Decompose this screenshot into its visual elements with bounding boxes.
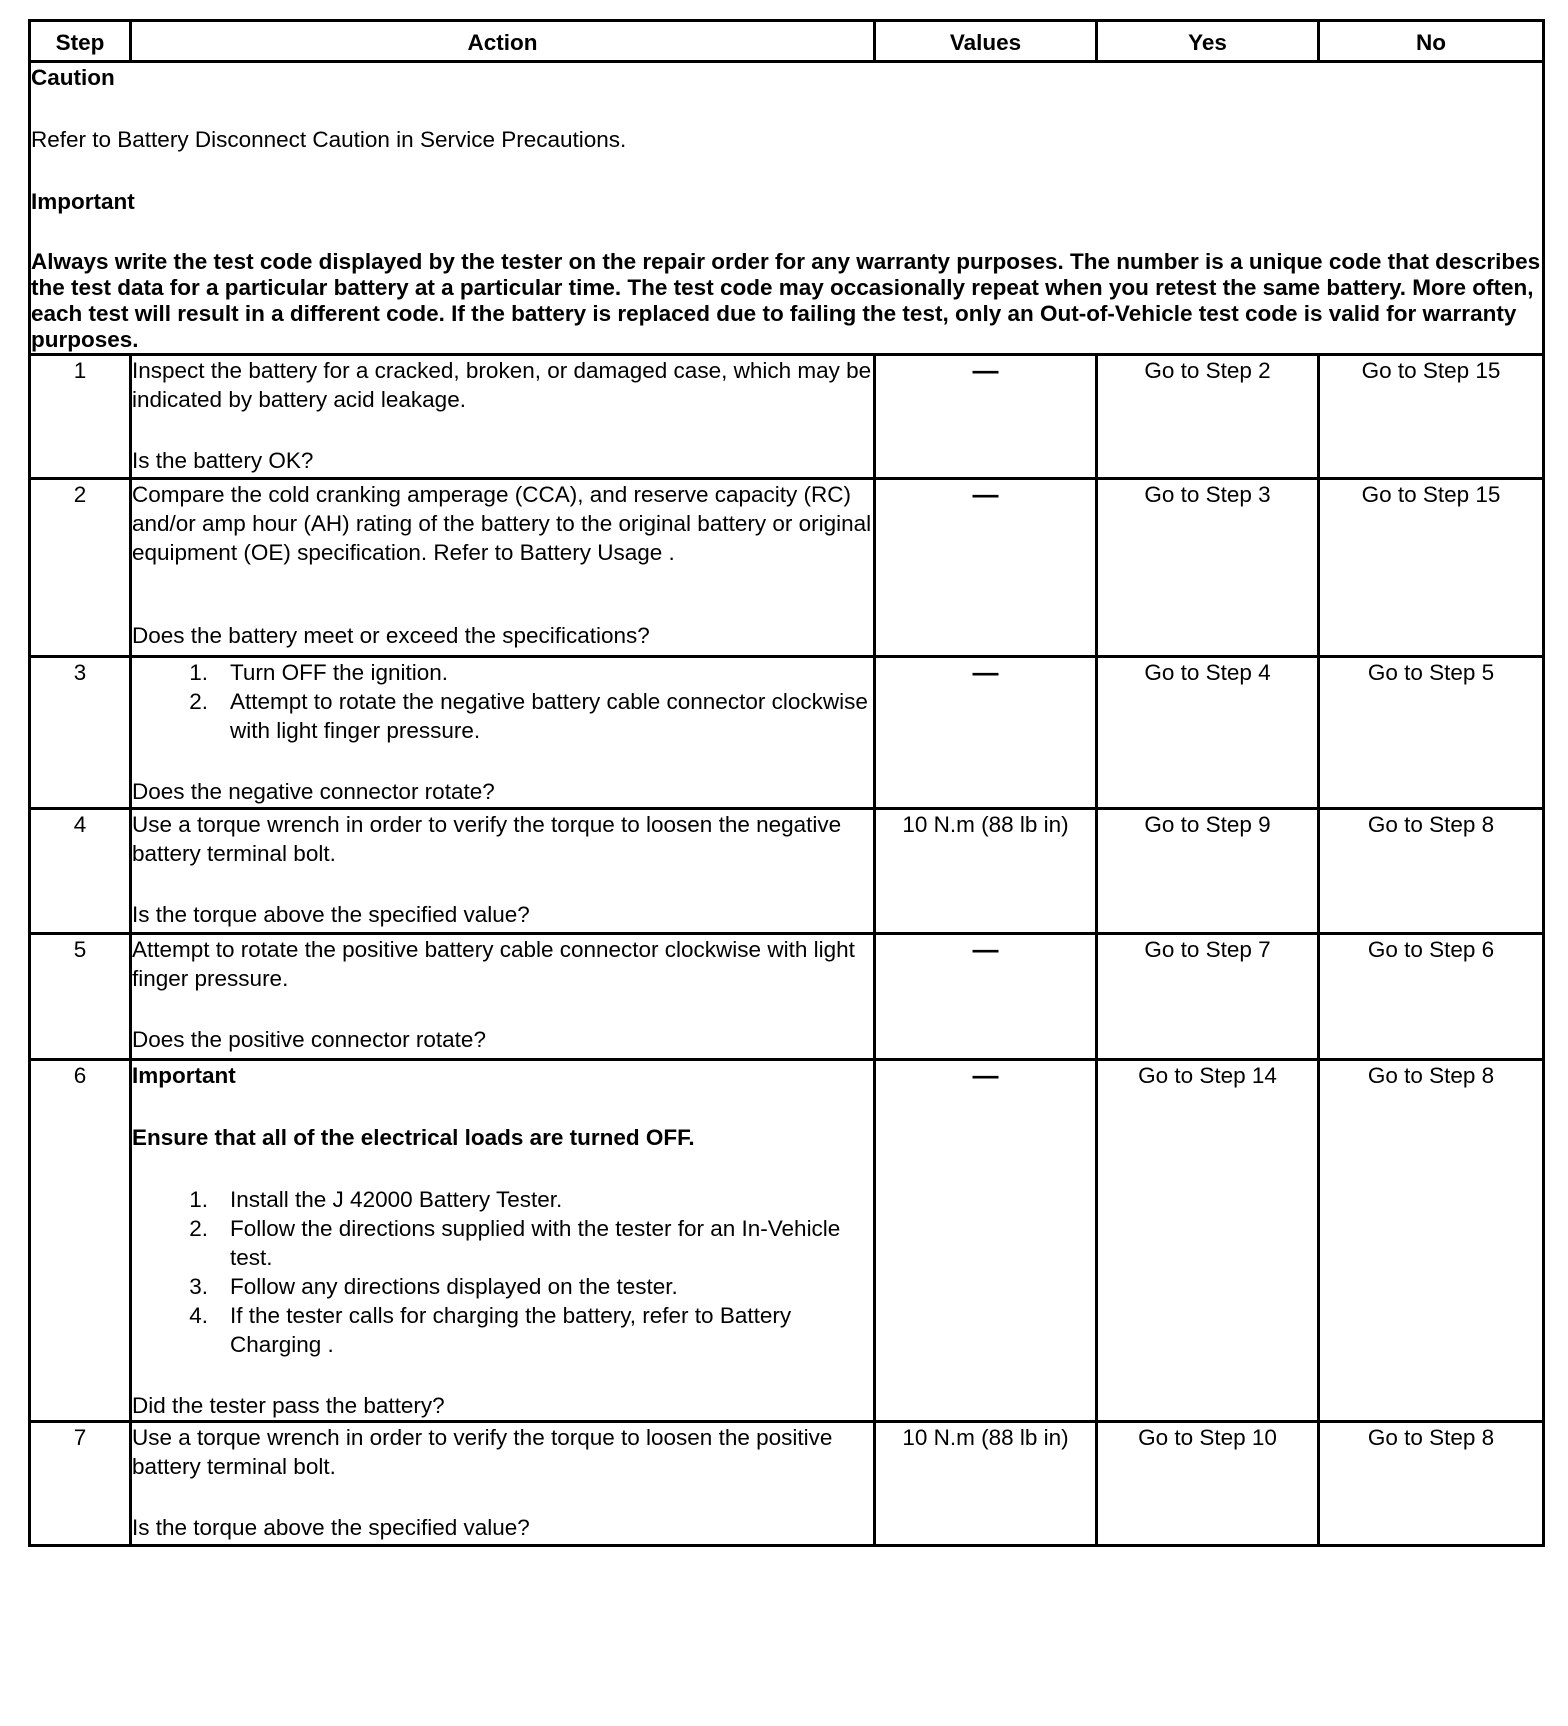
caution-label: Caution (31, 65, 115, 90)
list-item-text: Turn OFF the ignition. (230, 660, 449, 685)
yes-link[interactable]: Go to Step 10 (1097, 1422, 1319, 1546)
value-dash: — (972, 657, 999, 687)
step-number: 3 (30, 657, 131, 809)
diagnostic-table-container (28, 19, 1542, 1547)
notice-row (30, 62, 1544, 355)
no-link[interactable]: Go to Step 6 (1319, 934, 1544, 1060)
table-row (30, 809, 1544, 934)
list-item-text: If the tester calls for charging the battery, refer to Battery Charging . (230, 1303, 792, 1357)
action-cell (131, 479, 875, 657)
list-item (132, 1272, 873, 1301)
important-text: Always write the test code displayed by the tester on the repair order for any warranty purposes. The number is a unique code that describes the test data for a particular battery at a particular time. The test code may occasionally repeat when you retest the same battery. More often, each test will result in a different code. If the battery is replaced due to failing the test, only an Out-of-Vehicle test code is valid for warranty purposes. (31, 249, 1541, 352)
header-values: Values (875, 21, 1097, 62)
step-question: Is the battery OK? (132, 448, 314, 473)
action-cell (131, 934, 875, 1060)
list-item (132, 1214, 873, 1272)
value-spec: 10 N.m (88 lb in) (902, 812, 1069, 837)
action-list (132, 1185, 873, 1359)
list-item-number: 2. (189, 689, 208, 714)
list-item-text: Follow any directions displayed on the tester. (230, 1274, 678, 1299)
header-row (30, 21, 1544, 62)
value-spec: 10 N.m (88 lb in) (902, 1425, 1069, 1450)
list-item (132, 1185, 873, 1214)
action-text: Attempt to rotate the positive battery cable connector clockwise with light finger pressure. (132, 937, 855, 991)
header-yes: Yes (1097, 21, 1319, 62)
action-cell (131, 1060, 875, 1422)
caution-text: Refer to Battery Disconnect Caution in Service Precautions. (31, 127, 627, 152)
action-cell (131, 657, 875, 809)
list-item-number: 3. (189, 1274, 208, 1299)
action-text: Use a torque wrench in order to verify the torque to loosen the positive battery terminal bolt. (132, 1425, 833, 1479)
list-item-number: 1. (189, 1187, 208, 1212)
yes-link[interactable]: Go to Step 9 (1097, 809, 1319, 934)
yes-link[interactable]: Go to Step 4 (1097, 657, 1319, 809)
table-row (30, 1422, 1544, 1546)
step-question: Is the torque above the specified value? (132, 1515, 530, 1540)
header-step: Step (30, 21, 131, 62)
list-item-text: Attempt to rotate the negative battery cable connector clockwise with light finger pressure. (230, 689, 868, 743)
list-item (132, 1301, 873, 1359)
value-dash: — (972, 479, 999, 509)
header-action: Action (131, 21, 875, 62)
important-text: Ensure that all of the electrical loads are turned OFF. (132, 1125, 695, 1150)
value-dash: — (972, 355, 999, 385)
values-cell (875, 355, 1097, 479)
list-item-number: 1. (189, 660, 208, 685)
step-number: 1 (30, 355, 131, 479)
action-cell (131, 355, 875, 479)
values-cell (875, 1422, 1097, 1546)
step-number: 5 (30, 934, 131, 1060)
values-cell (875, 657, 1097, 809)
list-item-text: Follow the directions supplied with the tester for an In-Vehicle test. (230, 1216, 841, 1270)
values-cell (875, 479, 1097, 657)
step-question: Does the positive connector rotate? (132, 1027, 486, 1052)
header-no: No (1319, 21, 1544, 62)
step-number: 2 (30, 479, 131, 657)
value-dash: — (972, 934, 999, 964)
table-row (30, 657, 1544, 809)
yes-link[interactable]: Go to Step 3 (1097, 479, 1319, 657)
important-label: Important (132, 1063, 236, 1088)
values-cell (875, 1060, 1097, 1422)
action-text: Inspect the battery for a cracked, broken, or damaged case, which may be indicated by battery acid leakage. (132, 358, 872, 412)
step-question: Does the negative connector rotate? (132, 779, 495, 804)
action-cell (131, 809, 875, 934)
values-cell (875, 934, 1097, 1060)
step-question: Does the battery meet or exceed the specifications? (132, 623, 650, 648)
list-item-number: 4. (189, 1303, 208, 1328)
values-cell (875, 809, 1097, 934)
step-number: 4 (30, 809, 131, 934)
step-number: 6 (30, 1060, 131, 1422)
table-row (30, 1060, 1544, 1422)
value-dash: — (972, 1060, 999, 1090)
list-item (132, 687, 873, 745)
important-label: Important (31, 189, 135, 214)
step-rows (30, 355, 1544, 1546)
step-number: 7 (30, 1422, 131, 1546)
table-row (30, 479, 1544, 657)
yes-link[interactable]: Go to Step 2 (1097, 355, 1319, 479)
list-item-number: 2. (189, 1216, 208, 1241)
no-link[interactable]: Go to Step 8 (1319, 809, 1544, 934)
no-link[interactable]: Go to Step 15 (1319, 479, 1544, 657)
list-item-text: Install the J 42000 Battery Tester. (230, 1187, 563, 1212)
step-question: Did the tester pass the battery? (132, 1393, 445, 1418)
action-text: Use a torque wrench in order to verify the torque to loosen the negative battery terminal bolt. (132, 812, 842, 866)
diagnostic-table (28, 19, 1545, 1547)
table-row (30, 355, 1544, 479)
notice-cell (30, 62, 1544, 355)
yes-link[interactable]: Go to Step 14 (1097, 1060, 1319, 1422)
action-cell (131, 1422, 875, 1546)
step-question: Is the torque above the specified value? (132, 902, 530, 927)
action-text: Compare the cold cranking amperage (CCA), and reserve capacity (RC) and/or amp hour (AH) rating of the battery to the original battery or original equipment (OE) specification. Refer to Battery Usage . (132, 482, 872, 565)
table-row (30, 934, 1544, 1060)
no-link[interactable]: Go to Step 15 (1319, 355, 1544, 479)
yes-link[interactable]: Go to Step 7 (1097, 934, 1319, 1060)
no-link[interactable]: Go to Step 8 (1319, 1422, 1544, 1546)
no-link[interactable]: Go to Step 5 (1319, 657, 1544, 809)
list-item (132, 658, 873, 687)
no-link[interactable]: Go to Step 8 (1319, 1060, 1544, 1422)
action-list (132, 658, 873, 745)
